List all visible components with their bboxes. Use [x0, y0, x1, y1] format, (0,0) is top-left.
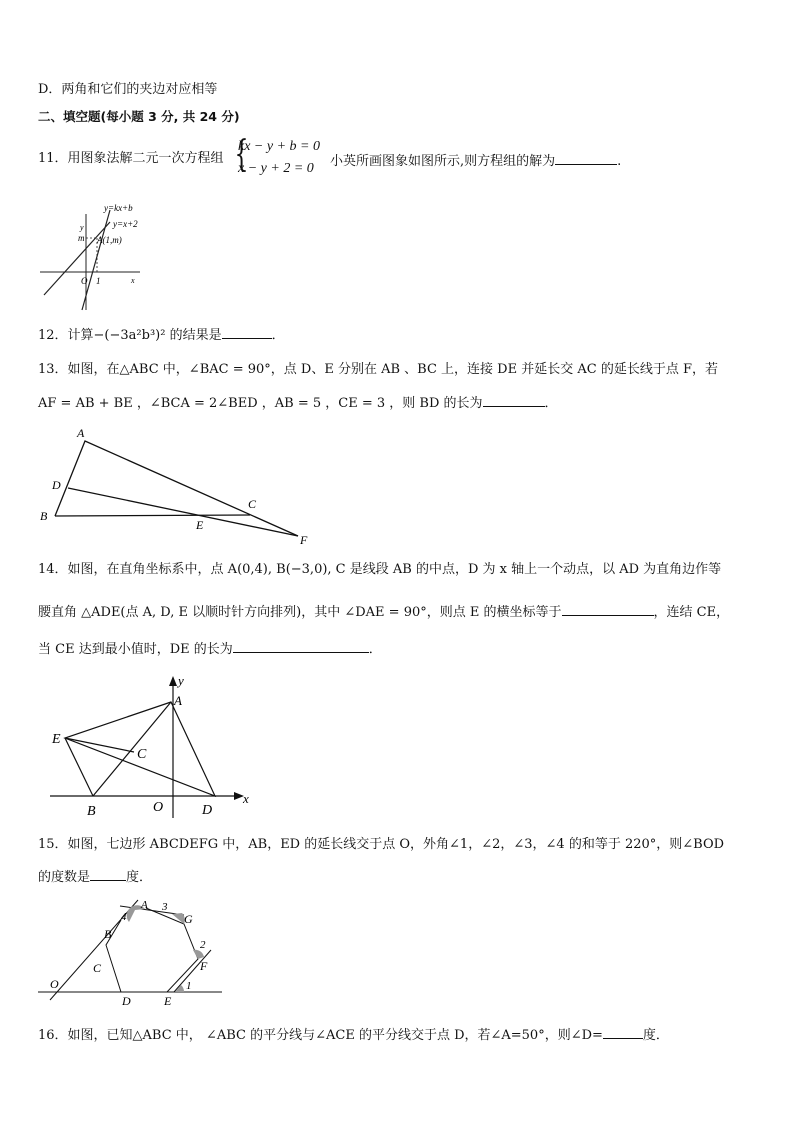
- q15-label-G: G: [184, 912, 193, 926]
- q14-line3: [38, 638, 382, 659]
- q14-y-arrow: [169, 676, 177, 686]
- q15-answer-blank: [90, 866, 126, 881]
- q12-body: 12．计算−(−3a²b³)² 的结果是: [38, 328, 222, 343]
- q16-text: [38, 1024, 669, 1045]
- q13-triangle-abf: [55, 441, 298, 536]
- q15-line1: 15．如图，七边形 ABCDEFG 中，AB，ED 的延长线交于点 O，外角∠1，∠2，∠3，∠4 的和等于 220°，则∠BOD: [38, 837, 725, 852]
- q15-label-F: F: [200, 959, 208, 973]
- q14-label-C: C: [137, 747, 147, 762]
- q14-answer-blank-1: [562, 601, 654, 616]
- q14-line1: 14．如图，在直角坐标系中，点 A(0,4), B(−3,0), C 是线段 AB 的中点，D 为 x 轴上一个动点，以 AD 为直角边作等: [38, 562, 722, 577]
- q14-segment-ba: [93, 702, 171, 796]
- q16-end: 度．: [642, 1028, 669, 1043]
- q12-answer-blank: [222, 324, 272, 339]
- q15-label-C: C: [93, 961, 102, 975]
- q14-label-B: B: [87, 804, 96, 819]
- q14-line2b: ，连结 CE，: [653, 605, 730, 620]
- q11-eq2: x − y + 2 = 0: [238, 161, 314, 176]
- q12-end: ．: [271, 328, 285, 343]
- q13-end: ．: [544, 396, 558, 411]
- q13-label-D: D: [52, 478, 61, 492]
- q11-before: 11．用图象法解二元一次方程组: [38, 151, 224, 166]
- q15-angle-2: [193, 950, 204, 959]
- q12-text: [38, 324, 285, 345]
- section-title: 二、填空题(每小题 3 分, 共 24 分): [38, 109, 240, 124]
- q15-line2: [38, 866, 152, 887]
- q11-label-A: A(1,m): [97, 235, 122, 245]
- q11-answer-blank: [555, 150, 617, 165]
- q13-figure: [38, 428, 318, 548]
- q14-end: ．: [368, 642, 382, 657]
- q15-label-1: 1: [186, 980, 192, 992]
- q15-label-D: D: [122, 994, 131, 1008]
- q15-end: 度．: [126, 870, 153, 885]
- q13-segment-df: [68, 488, 298, 536]
- q14-figure: [50, 672, 260, 820]
- q11-label-1: 1: [96, 276, 101, 286]
- q15-label-O: O: [50, 977, 59, 991]
- q11-label-m: m: [78, 233, 85, 243]
- q11-label-kxb: y=kx+b: [104, 203, 133, 213]
- q15-figure: [38, 892, 228, 1008]
- q14-line3-body: 当 CE 达到最小值时，DE 的长为: [38, 642, 233, 657]
- q11-figure: [38, 200, 148, 312]
- q13-label-B: B: [40, 509, 48, 523]
- q13-label-A: A: [77, 426, 85, 440]
- q11-eq1: kx − y + b = 0: [238, 139, 320, 154]
- q14-answer-blank-2: [233, 638, 369, 653]
- q14-label-A: A: [174, 693, 182, 708]
- q11-brace: {: [234, 134, 249, 175]
- q11-label-O: O: [81, 276, 88, 286]
- q13-line1: 13．如图，在△ABC 中，∠BAC = 90°，点 D、E 分别在 AB 、BC 上，连接 DE 并延长交 AC 的延长线于点 F，若: [38, 362, 718, 377]
- q14-segment-ec: [65, 738, 134, 752]
- q14-label-O: O: [153, 800, 164, 815]
- q16-body: 16．如图，已知△ABC 中， ∠ABC 的平分线与∠ACE 的平分线交于点 D，若∠A=50°，则∠D=: [38, 1028, 603, 1043]
- q15-angle-3: [172, 913, 185, 924]
- q15-label-4: 4: [121, 911, 127, 923]
- q11-after: 小英所画图象如图所示,则方程组的解为: [330, 154, 556, 169]
- q14-label-D: D: [202, 803, 213, 818]
- q13-line2: [38, 392, 558, 413]
- q13-answer-blank: [483, 392, 545, 407]
- q14-label-x: x: [243, 791, 249, 806]
- q15-label-A: A: [141, 899, 148, 911]
- q11-end: .: [617, 154, 622, 169]
- q14-line2: [38, 601, 729, 622]
- q14-label-y: y: [178, 673, 184, 688]
- q13-label-C: C: [248, 497, 257, 511]
- q14-label-E: E: [52, 732, 61, 747]
- q15-label-3: 3: [162, 901, 168, 913]
- q11-label-x2: y=x+2: [113, 219, 138, 229]
- q15-label-E: E: [164, 994, 172, 1008]
- q13-segment-bc: [55, 515, 250, 516]
- q15-label-2: 2: [200, 939, 206, 951]
- option-d-text: D．两角和它们的夹边对应相等: [38, 82, 218, 97]
- q13-label-F: F: [300, 533, 308, 547]
- q11-label-x: x: [131, 276, 135, 285]
- q11-text-after: [330, 150, 621, 171]
- q13-line2-body: AF = AB + BE ，∠BCA = 2∠BED ，AB = 5 ，CE = 3 ，则 BD 的长为: [38, 396, 483, 411]
- q16-answer-blank: [603, 1024, 643, 1039]
- q15-label-B: B: [104, 927, 112, 941]
- q11-label-y: y: [80, 223, 84, 232]
- q15-line2-body: 的度数是: [38, 870, 91, 885]
- q13-label-E: E: [196, 518, 204, 532]
- q11-equation-system: [238, 136, 320, 180]
- q11-text: [38, 150, 224, 168]
- q14-line2a: 腰直角 △ADE(点 A, D, E 以顺时针方向排列)，其中 ∠DAE = 90°，则点 E 的横坐标等于: [38, 605, 562, 620]
